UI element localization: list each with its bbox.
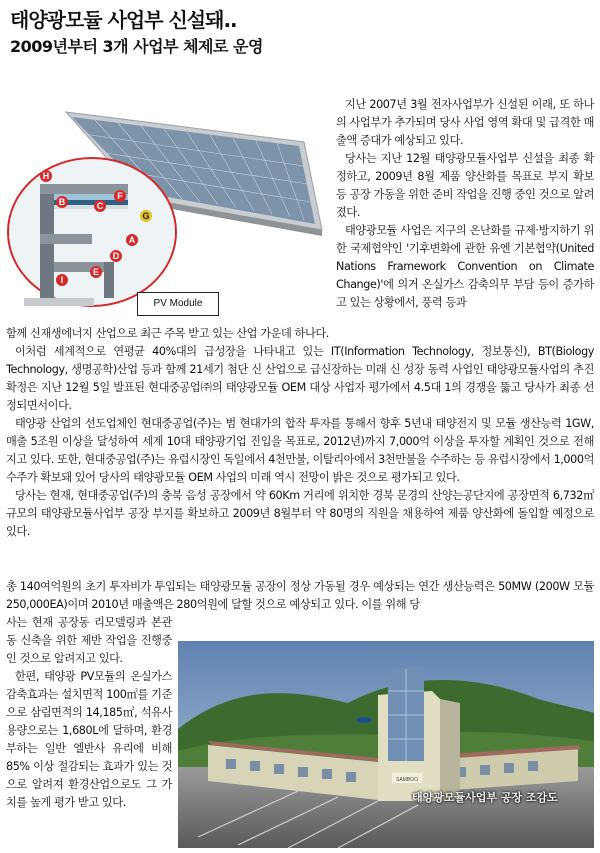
pv-module-figure	[4, 84, 332, 320]
label-b	[56, 196, 68, 208]
svg-text:B: B	[58, 197, 66, 207]
paragraph: 태양광 산업의 선도업체인 현대중공업(주)는 범 현대가의 합작 투자를 통해서 향후 5년내 태양전지 및 모듈 생산능력 1GW, 매출 5조원 이상을 달성하여 세계 10대 태양광기업 진입을 목표로, 2012년)까지 7,000억 이상을 투자할 계획인 것으로 전해지고 있다. 또한, 현대중공업(주)는 유럽시장인 독일에서 4천만불, 이탈리아에서 3천만불을 수주하는 등 유럽시장에서 1,000억 수주가 확보돼 있어 당사의 태양광모듈 OEM 사업의 미래 역시 전망이 밝은 것으로 평가되고 있다.	[6, 417, 594, 484]
svg-text:I: I	[60, 275, 64, 285]
svg-text:F: F	[117, 191, 123, 201]
article-title: 태양광모듈 사업부 신설돼..	[10, 8, 237, 32]
building-sign: SAMBOO	[396, 777, 418, 783]
paragraph: 한편, 태양광 PV모듈의 온실가스 감축효과는 설치면적 100㎡를 기준으로 삼림면적의 14,185㎡, 석유사용량으로는 1,680L에 달하며, 환경부하는 일반 엘반사 유리에 비해 85% 이상 절감되는 효과가 있는 것으로 알려져 환경산업으로도 그 가치를 높게 평가 받고 있다.	[6, 670, 172, 809]
paragraph: 당사는 지난 12월 태양광모듈사업부 신설을 최종 확정하고, 2009년 8월 제품 양산화를 목표로 부지 확보 등 공장 가동을 위한 준비 작업을 진행 중인 것으로 알려졌다.	[336, 152, 594, 219]
paragraph: 사는 현재 공장동 리모델링과 본관동 신축을 위한 제반 작업을 진행중인 것으로 알려지고 있다.	[6, 616, 172, 665]
factory-rendering	[178, 641, 594, 848]
paragraph: 태양광모듈 사업은 지구의 온난화를 규제·방지하기 위한 국제협약인 '기후변화에 관한 유엔 기본협약(United Nations Framework Convention on Climate Change)'에 의거 온실가스 감축의무 부담 등이 증가하고 있는 상황에서, 풍력 등과	[336, 224, 594, 309]
label-a	[126, 234, 138, 246]
main-body	[6, 325, 594, 541]
paragraph: 당사는 현재, 현대중공업(주)의 충북 음성 공장에서 약 60Km 거리에 위치한 경북 문경의 산양는공단지에 공장면적 6,732㎡ 규모의 태양광모듈사업부 공장 부지를 확보하고 2009년 8월부터 약 80명의 직원을 채용하여 제품 양산화에 돌입할 예정으로 있다.	[6, 489, 594, 538]
pv-module-caption: PV Module	[137, 292, 219, 316]
side-column	[6, 614, 172, 812]
svg-text:H: H	[42, 171, 50, 181]
label-f	[114, 190, 126, 202]
svg-text:C: C	[96, 201, 104, 211]
label-c	[94, 200, 106, 212]
paragraph: 총 140여억원의 초기 투자비가 투입되는 태양광모듈 공장이 정상 가동될 경우 예상되는 연간 생산능력은 50MW (200W 모듈 250,000EA)이며 2010년 매출액은 280억원에 달할 것으로 예상되고 있다. 이를 위해 당	[6, 580, 594, 611]
factory-caption: 태양광모듈사업부 공장 조감도	[412, 791, 558, 804]
label-i	[56, 274, 68, 286]
paragraph: 지난 2007년 3월 전자사업부가 신설된 이래, 또 하나의 사업부가 추가되며 당사 사업 영역 확대 및 급격한 매출액 증대가 예상되고 있다.	[336, 98, 594, 147]
label-h	[40, 170, 52, 182]
svg-text:A: A	[128, 235, 136, 245]
paragraph: 함께 신재생에너지 산업으로 최근 주목 받고 있는 산업 가운데 하나다.	[6, 327, 329, 340]
svg-text:G: G	[142, 211, 150, 221]
svg-text:E: E	[92, 267, 100, 277]
paragraph: 이처럼 세계적으로 연평균 40%대의 급성장을 나타내고 있는 IT(Information Technology, 정보통신), BT(Biology Technology, 생명공학)산업 등과 함께 21세기 첨단 신 산업으로 급신장하는 미래 신 성장 동력 사업인 태양광모듈사업의 추진 확정은 지난 12월 5일 발표된 현대중공업㈜의 태양광모듈 OEM 대상 사업자 평가에서 4.5대 1의 경쟁을 뚫고 당사가 최종 선정되면서이다.	[6, 345, 594, 412]
article-subtitle: 2009년부터 3개 사업부 체제로 운영	[10, 37, 263, 56]
label-d	[110, 250, 122, 262]
label-e	[90, 266, 102, 278]
intro-column	[336, 96, 594, 312]
svg-text:D: D	[112, 251, 120, 261]
label-g	[140, 210, 152, 222]
magnifier-circle	[8, 158, 176, 306]
